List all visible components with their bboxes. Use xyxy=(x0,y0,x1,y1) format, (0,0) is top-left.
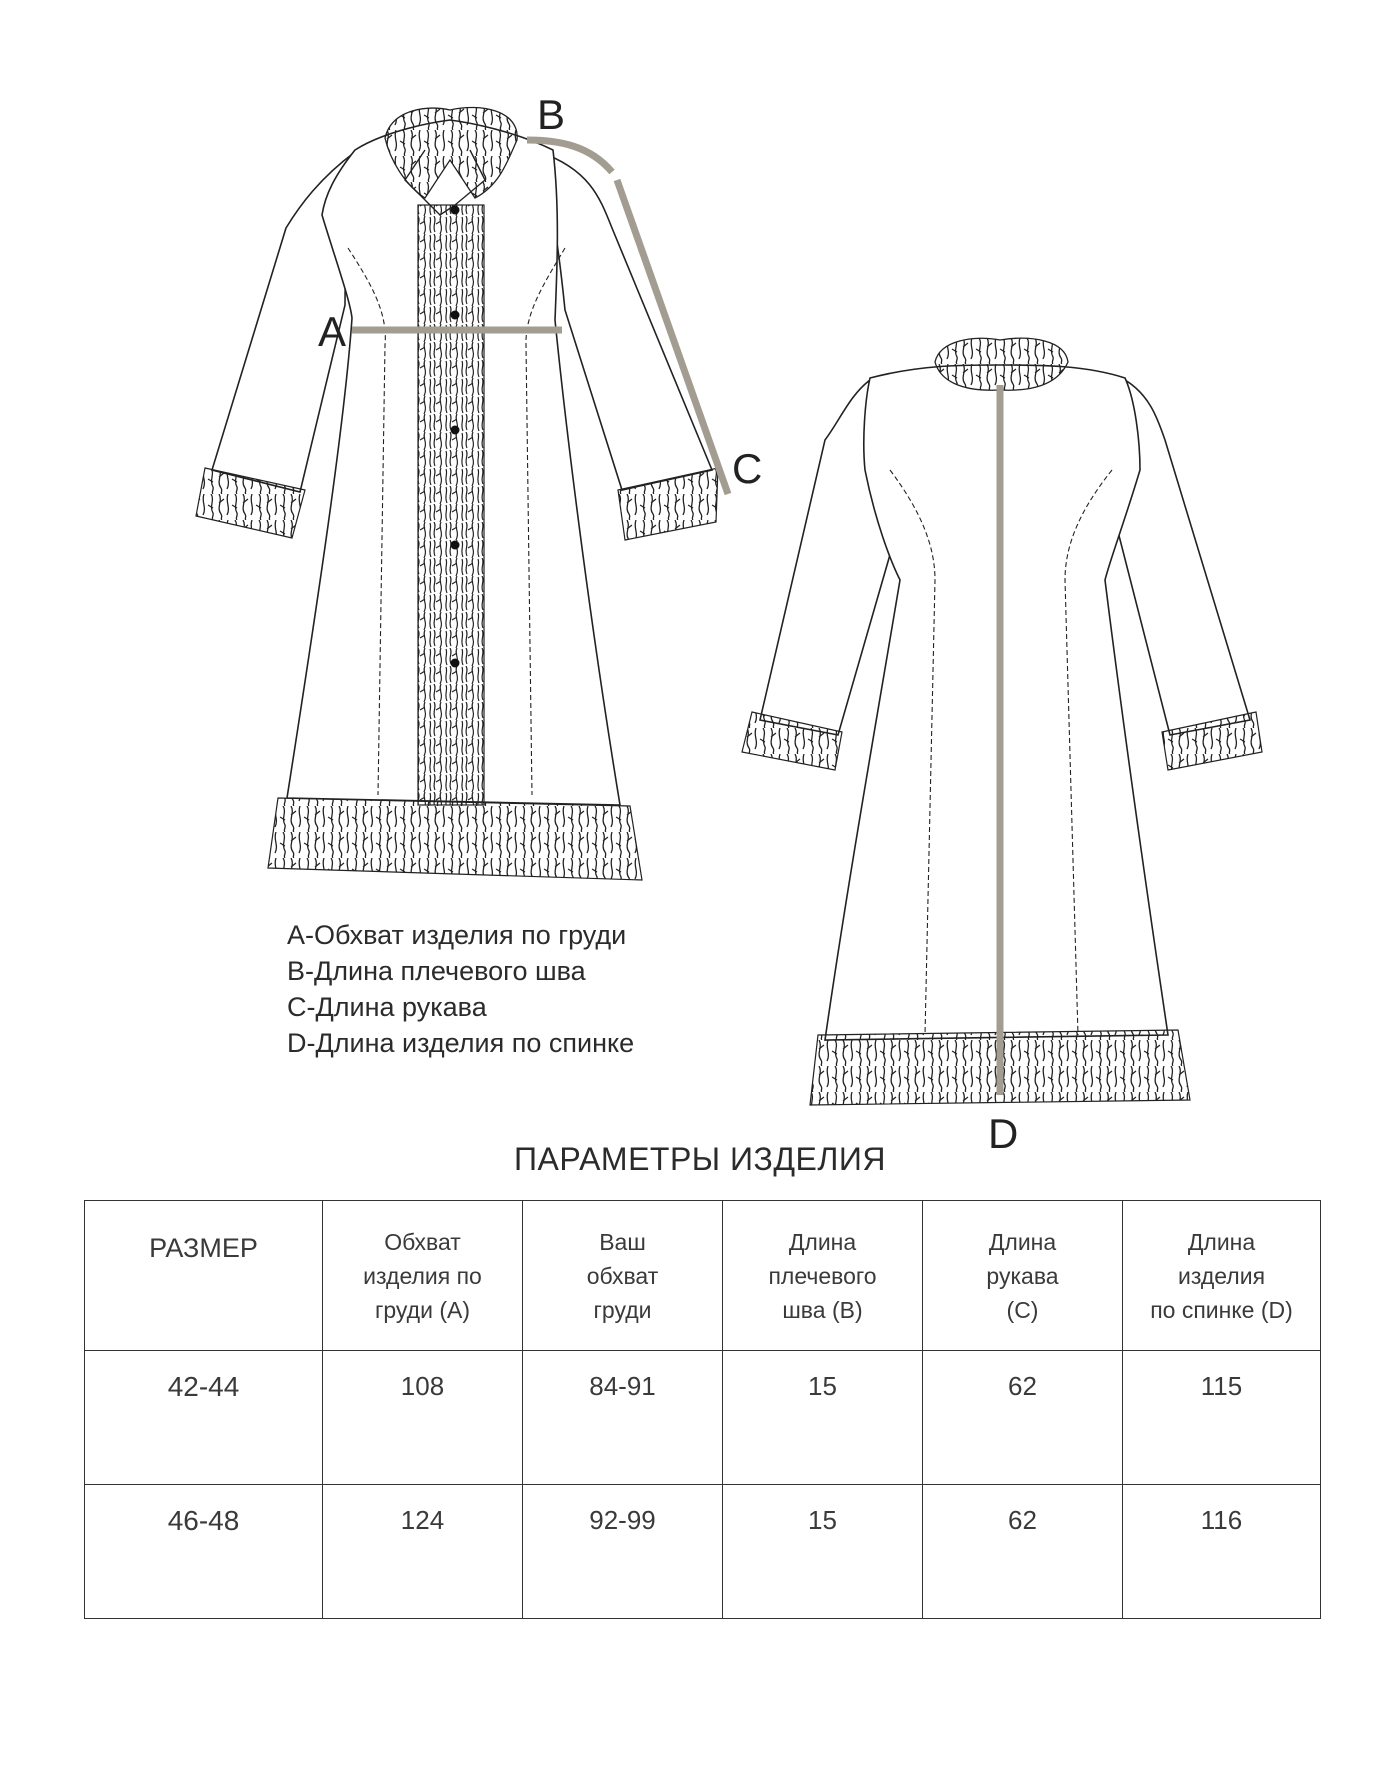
header-sleeve-length: Длина рукава (C) xyxy=(923,1201,1123,1351)
measurement-legend xyxy=(287,917,634,1061)
coat-back-view xyxy=(742,338,1262,1105)
measure-label-b: B xyxy=(537,91,566,138)
header-shoulder-length: Длина плечевого шва (B) xyxy=(723,1201,923,1351)
table-row xyxy=(85,1485,1321,1619)
cell-sleeve-length: 62 xyxy=(923,1351,1123,1485)
cell-size: 42-44 xyxy=(85,1351,323,1485)
cell-shoulder-length: 15 xyxy=(723,1485,923,1619)
header-back-length: Длина изделия по спинке (D) xyxy=(1123,1201,1321,1351)
cell-your-chest: 84-91 xyxy=(523,1351,723,1485)
table-row xyxy=(85,1351,1321,1485)
measure-label-a: A xyxy=(318,308,347,355)
size-table xyxy=(84,1200,1321,1619)
back-fur-collar xyxy=(935,338,1068,390)
legend-item-a: A-Обхват изделия по груди xyxy=(287,920,627,950)
header-chest-girth: Обхват изделия по груди (A) xyxy=(323,1201,523,1351)
legend-item-d: D-Длина изделия по спинке xyxy=(287,1028,635,1058)
header-your-chest: Ваш обхват груди xyxy=(523,1201,723,1351)
coat-front-view xyxy=(196,108,728,880)
legend-item-b: B-Длина плечевого шва xyxy=(287,956,586,986)
cell-back-length: 116 xyxy=(1123,1485,1321,1619)
params-title: ПАРАМЕТРЫ ИЗДЕЛИЯ xyxy=(514,1141,886,1177)
table-header-row xyxy=(85,1201,1321,1351)
front-fur-placket xyxy=(418,205,484,805)
measure-label-d: D xyxy=(988,1110,1019,1157)
cell-chest-girth: 108 xyxy=(323,1351,523,1485)
header-size: РАЗМЕР xyxy=(85,1201,323,1351)
cell-your-chest: 92-99 xyxy=(523,1485,723,1619)
cell-sleeve-length: 62 xyxy=(923,1485,1123,1619)
legend-item-c: C-Длина рукава xyxy=(287,992,487,1022)
front-fur-hem xyxy=(268,798,642,880)
cell-chest-girth: 124 xyxy=(323,1485,523,1619)
cell-size: 46-48 xyxy=(85,1485,323,1619)
cell-shoulder-length: 15 xyxy=(723,1351,923,1485)
cell-back-length: 115 xyxy=(1123,1351,1321,1485)
measure-label-c: C xyxy=(732,445,763,492)
